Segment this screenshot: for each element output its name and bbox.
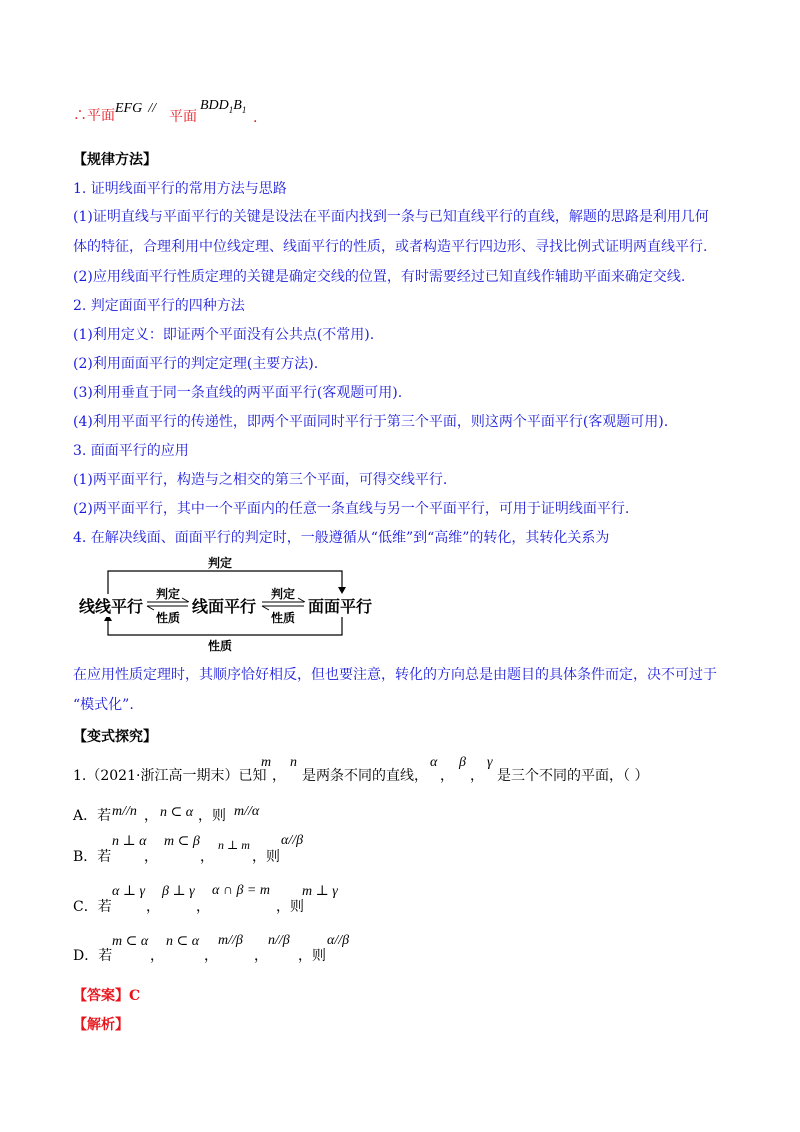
option-d-sep2: ， (204, 948, 218, 964)
option-d-cond2: n ⊂ α (166, 934, 200, 949)
node-plane-plane-parallel: 面面平行 (308, 594, 372, 617)
q-text-2: 是三个不同的平面，（ ） (497, 768, 649, 784)
plane-bdd1b1 (200, 98, 246, 115)
q-text-1: 是两条不同的直线， (302, 768, 428, 784)
option-b-cond2: m ⊂ β (164, 834, 200, 849)
variant-heading: 【变式探究】 (73, 729, 157, 745)
sub-1: 1 (228, 104, 234, 115)
conclusion-dot: . (253, 110, 258, 126)
arrow1-back-head (147, 606, 154, 610)
option-c-sep1: ， (146, 899, 160, 915)
q-comma-1: ， (272, 768, 286, 784)
arrow2-bottom-label: 性质 (271, 611, 296, 625)
parallel-symbol: // (148, 101, 156, 116)
option-a-label[interactable]: A．若 (73, 808, 112, 824)
arrow1-top-label: 判定 (156, 587, 181, 601)
option-a-then: ，则 (198, 808, 226, 824)
conclusion-line (73, 106, 115, 126)
node-line-plane-parallel: 线面平行 (192, 594, 256, 617)
bdd-text: BDD (200, 98, 229, 113)
option-d-then: ，则 (298, 948, 326, 964)
option-c-label[interactable]: C．若 (73, 899, 112, 915)
therefore-symbol: ∴ (73, 108, 87, 124)
question-stem (73, 766, 266, 786)
option-c-cond2: β ⊥ γ (162, 884, 195, 899)
option-b-sep2: ， (200, 849, 214, 865)
option-c-then: ，则 (276, 899, 304, 915)
section-2-p4: (4)利用平面平行的传递性，即两个平面同时平行于第三个平面，则这两个平面平行(客观题可用). (73, 414, 669, 430)
arrow2-top-label: 判定 (271, 587, 296, 601)
after-diagram-line1: 在应用性质定理时，其顺序恰好相反，但也要注意，转化的方向总是由题目的具体条件而定，决不可过于 (73, 667, 717, 683)
answer-label: 【答案】 (73, 988, 129, 1004)
diagram-bottom-label: 性质 (208, 639, 233, 653)
option-d-cond3: m//β (218, 933, 243, 948)
option-b-sep1: ， (144, 849, 158, 865)
option-b-then: ，则 (252, 849, 280, 865)
efg-text: EFG (115, 101, 143, 116)
option-d-result: α//β (327, 933, 350, 948)
var-n: n (290, 755, 297, 770)
analysis-label: 【解析】 (73, 1017, 129, 1033)
option-d-sep3: ， (254, 948, 268, 964)
option-b-cond3: n ⊥ m (218, 838, 250, 852)
top-bracket-line (108, 571, 342, 594)
option-a-result: m//α (234, 804, 260, 819)
section-1-p1-line2: 体的特征，合理利用中位线定理、线面平行的性质，或者构造平行四边形、寻找比例式证明两直线平行. (73, 239, 708, 255)
b-text: B (233, 98, 242, 113)
section-2-p1: (1)利用定义：即证两个平面没有公共点(不常用). (73, 327, 375, 343)
plane-label-2: 平面 (169, 109, 197, 125)
option-d-cond4: n//β (268, 933, 290, 948)
arrow2-back-head (262, 606, 269, 610)
diagram-top-label: 判定 (208, 556, 233, 570)
q-comma-3: ， (470, 768, 484, 784)
section-1-p1-line1: (1)证明直线与平面平行的关键是设法在平面内找到一条与已知直线平行的直线，解题的思路是利用几何 (73, 209, 709, 225)
after-diagram-line2: “模式化”. (73, 697, 134, 713)
option-c-cond3: α ∩ β = m (212, 883, 270, 898)
plane-efg (115, 101, 156, 117)
option-c-result: m ⊥ γ (302, 884, 338, 899)
option-c-cond1: α ⊥ γ (112, 884, 146, 899)
section-1-p2: (2)应用线面平行性质定理的关键是确定交线的位置，有时需要经过已知直线作辅助平面来确定交线. (73, 269, 686, 285)
section-2-p2: (2)利用面面平行的判定定理(主要方法). (73, 356, 319, 372)
section-3-p1: (1)两平面平行，构造与之相交的第三个平面，可得交线平行. (73, 472, 448, 488)
option-a-cond1: m//n (112, 804, 137, 819)
question-number: 1. (73, 768, 87, 784)
var-beta: β (459, 755, 466, 770)
var-gamma: γ (487, 755, 493, 770)
option-a-cond2: n ⊂ α (160, 805, 194, 820)
arrow1-forward-head (182, 598, 189, 602)
node-line-line-parallel: 线线平行 (78, 594, 144, 617)
bottom-bracket-line (108, 614, 342, 635)
plane-label: 平面 (87, 108, 115, 124)
top-bracket-arrowhead (338, 587, 346, 594)
conversion-diagram (70, 554, 373, 654)
arrow1-bottom-label: 性质 (156, 611, 181, 625)
section-2-title: 2. 判定面面平行的四种方法 (73, 298, 245, 314)
sub-2: 1 (241, 104, 247, 115)
section-2-p3: (3)利用垂直于同一条直线的两平面平行(客观题可用). (73, 385, 403, 401)
option-b-label[interactable]: B．若 (73, 849, 112, 865)
methods-heading: 【规律方法】 (73, 152, 157, 168)
option-d-cond1: m ⊂ α (112, 934, 149, 949)
section-4-title: 4. 在解决线面、面面平行的判定时，一般遵循从“低维”到“高维”的转化，其转化关系为 (73, 530, 610, 546)
option-b-cond1: n ⊥ α (112, 834, 147, 849)
answer-value: C (129, 988, 141, 1004)
section-3-title: 3. 面面平行的应用 (73, 443, 189, 459)
arrow2-forward-head (298, 598, 305, 602)
option-a-sep1: ， (144, 808, 158, 824)
option-c-sep2: ， (196, 899, 210, 915)
q-comma-2: ， (440, 768, 454, 784)
option-d-sep1: ， (150, 948, 164, 964)
option-b-result: α//β (281, 833, 304, 848)
option-d-label[interactable]: D．若 (73, 948, 113, 964)
section-3-p2: (2)两平面平行，其中一个平面内的任意一条直线与另一个平面平行，可用于证明线面平行. (73, 501, 630, 517)
var-m: m (261, 755, 272, 770)
answer-line (73, 986, 140, 1006)
question-source: （2021·浙江高一期末）已知 (86, 768, 267, 784)
section-1-title: 1. 证明线面平行的常用方法与思路 (73, 181, 287, 197)
var-alpha: α (430, 755, 438, 770)
